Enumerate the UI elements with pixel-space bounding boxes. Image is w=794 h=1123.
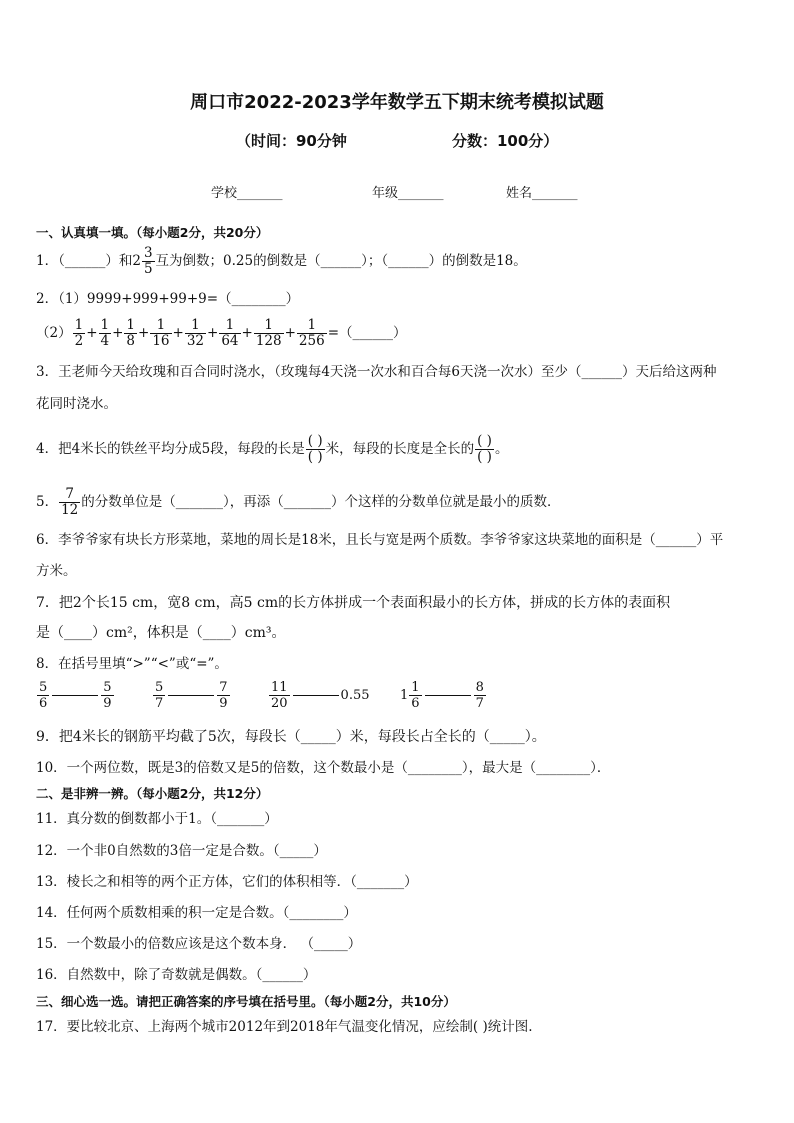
exam-time: （时间：90分钟 bbox=[236, 132, 347, 150]
school-field: 学校_______ bbox=[211, 186, 283, 201]
question-3-line-2: 花同时浇水。 bbox=[36, 396, 117, 412]
q2-fraction: $\frac{1}{256}$ bbox=[298, 317, 325, 349]
question-4: 4．把4米长的铁丝平均分成5段，每段的长是 $\frac{( )}{( )}$ 米，每段的长度是全长的 $\frac{( )}{( )}$ 。 bbox=[36, 433, 509, 465]
question-10: 10．一个两位数，既是3的倍数又是5的倍数，这个数最小是（________），最大是（________）． bbox=[36, 760, 611, 776]
plus-sign: + bbox=[241, 325, 253, 341]
q1-text-b: 互为倒数；0.25的倒数是（______）；（______）的倒数是18。 bbox=[155, 253, 527, 269]
q2-fraction: $\frac{1}{2}$ bbox=[74, 317, 84, 349]
question-11: 11．真分数的倒数都小于1。（_______） bbox=[36, 811, 278, 827]
q8-compare-4: 1 $\frac{1}{6}$ $\frac{8}{7}$ bbox=[400, 680, 484, 711]
grade-field: 年级_______ bbox=[372, 186, 444, 201]
question-7-line-2: 是（____）cm²，体积是（____）cm³。 bbox=[36, 625, 286, 641]
question-1 bbox=[36, 246, 527, 277]
q2-fraction: $\frac{1}{128}$ bbox=[255, 317, 282, 349]
q1-fraction: $\frac{3}{5}$ bbox=[143, 245, 153, 277]
question-9: 9．把4米长的钢筋平均截了5次，每段长（_____）米，每段长占全长的（_____）。 bbox=[36, 729, 546, 745]
question-6-line-2: 方米。 bbox=[36, 563, 77, 579]
question-5: 5． $\frac{7}{12}$ 的分数单位是（_______），再添（_______）个这样的分数单位就是最小的质数． bbox=[36, 486, 561, 518]
question-12: 12．一个非0自然数的3倍一定是合数。（_____） bbox=[36, 843, 327, 859]
question-14: 14．任何两个质数相乘的积一定是合数。（________） bbox=[36, 905, 357, 921]
q2-fraction: $\frac{1}{8}$ bbox=[126, 317, 135, 349]
question-16: 16．自然数中，除了奇数就是偶数。（______） bbox=[36, 967, 317, 983]
q8-compare-3: $\frac{11}{20}$ 0.55 bbox=[271, 680, 370, 711]
q4-blank-fraction-1: $\frac{( )}{( )}$ bbox=[307, 433, 323, 465]
q2-fraction: $\frac{1}{32}$ bbox=[186, 317, 204, 349]
question-15: 15．一个数最小的倍数应该是这个数本身． （_____） bbox=[36, 936, 362, 952]
section-heading-2: 二、是非辨一辨。（每小题2分，共12分） bbox=[36, 786, 269, 801]
q2-fraction: $\frac{1}{64}$ bbox=[221, 317, 239, 349]
section-heading-3: 三、细心选一选。请把正确答案的序号填在括号里。（每小题2分，共10分） bbox=[36, 994, 456, 1009]
question-17: 17．要比较北京、上海两个城市2012年到2018年气温变化情况，应绘制( )统计图. bbox=[36, 1019, 533, 1035]
question-2-part-1: 2．（1）9999+999+99+9=（________） bbox=[36, 291, 300, 307]
question-6-line-1: 6．李爷爷家有块长方形菜地，菜地的周长是18米，且长与宽是两个质数。李爷爷家这块菜地的面积是（______）平 bbox=[36, 532, 724, 548]
q2-fraction: $\frac{1}{4}$ bbox=[100, 317, 110, 349]
q4-blank-fraction-2: $\frac{( )}{( )}$ bbox=[477, 433, 492, 465]
name-field: 姓名_______ bbox=[506, 186, 578, 201]
q1-text-a: 1．（______）和 bbox=[36, 253, 133, 269]
section-heading-1: 一、认真填一填。（每小题2分，共20分） bbox=[36, 225, 269, 240]
q2-fraction: $\frac{1}{16}$ bbox=[152, 317, 170, 349]
plus-sign: + bbox=[112, 325, 124, 341]
question-7-line-1: 7．把2个长15 cm，宽8 cm，高5 cm的长方体拼成一个表面积最小的长方体，拼成的长方体的表面积 bbox=[36, 595, 671, 611]
question-2-part-2: （2） $\frac{1}{2}$ + $\frac{1}{4}$ + $\frac{1}{8}$ + $\frac{1}{16}$ + $\frac{1}{32}$ + $\frac{1}{64}$ + $\frac{1}{128}$ + $\frac{1}{256}$ =（______） bbox=[36, 317, 407, 349]
plus-sign: + bbox=[138, 325, 150, 341]
page-title: 周口市2022-2023学年数学五下期末统考模拟试题 bbox=[190, 92, 604, 113]
q8-compare-1: $\frac{5}{6}$ $\frac{5}{9}$ bbox=[39, 680, 112, 711]
q5-fraction: $\frac{7}{12}$ bbox=[61, 486, 79, 518]
q8-compare-2: $\frac{5}{7}$ $\frac{7}{9}$ bbox=[155, 680, 228, 711]
question-3-line-1: 3．王老师今天给玫瑰和百合同时浇水，（玫瑰每4天浇一次水和百合每6天浇一次水）至少（______）天后给这两种 bbox=[36, 364, 717, 380]
question-13: 13．棱长之和相等的两个正方体，它们的体积相等．（_______） bbox=[36, 874, 418, 890]
plus-sign: + bbox=[207, 325, 219, 341]
q1-whole: 2 bbox=[132, 253, 141, 269]
exam-score: 分数：100分） bbox=[452, 132, 559, 150]
plus-sign: + bbox=[284, 325, 296, 341]
plus-sign: + bbox=[86, 325, 98, 341]
plus-sign: + bbox=[172, 325, 184, 341]
question-8: 8．在括号里填“>”“<”或“=”。 bbox=[36, 656, 228, 672]
